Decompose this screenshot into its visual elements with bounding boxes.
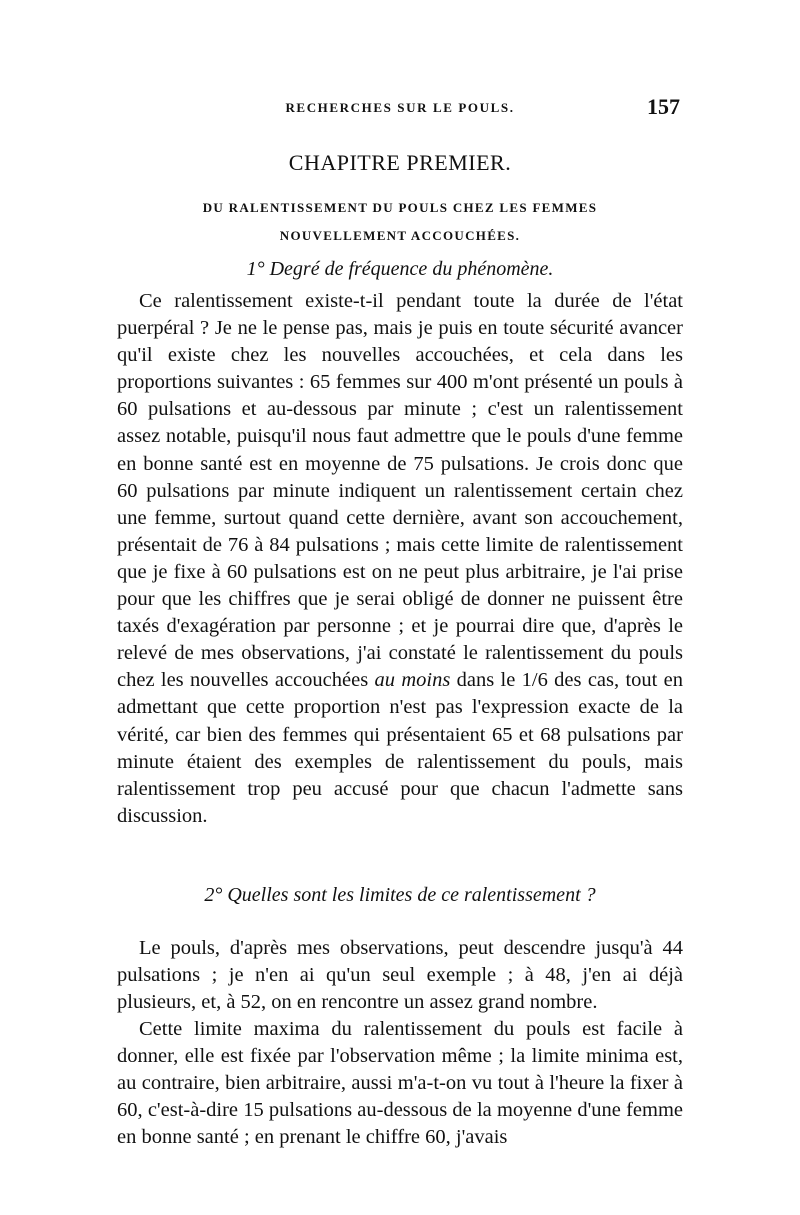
paragraph-1-text-a: Ce ralentissement existe-t-il pendant toute la durée de l'état puerpéral ? Je ne le pense pas, mais je puis en toute sécurité avancer qu'il existe chez les nouvelles accouchées, et cela dans les proportions suivantes : 65 femmes sur 400 m'ont présenté un pouls à 60 pulsations et au-dessous par minute ; c'est un ralentissement assez notable, puisqu'il nous faut admettre que le pouls d'une femme en bonne santé est en moyenne de 75 pulsations. Je crois donc que 60 pulsations par minute indiquent un ralentissement certain chez une femme, surtout quand cette dernière, avant son accouchement, présentait de 76 à 84 pulsations ; mais cette limite de ralentissement que je fixe à 60 pulsations est on ne peut plus arbitraire, je l'ai prise pour que les chiffres que je serai obligé de donner ne puissent être taxés d'exagération par personne ; et je pourrai dire que, d'après le relevé de mes observations, j'ai constaté le ralentissement du pouls chez les nouvelles accouchées xyxy=(117,290,683,692)
running-head xyxy=(0,94,800,126)
section-heading-2: 2° Quelles sont les limites de ce ralentissement ? xyxy=(204,884,596,906)
page-number: 157 xyxy=(647,94,680,119)
paragraph-1-emphasis: au moins xyxy=(374,669,451,692)
chapter-subtitle-line-2: NOUVELLEMENT ACCOUCHÉES. xyxy=(279,228,521,243)
paragraph-3: Cette limite maxima du ralentissement du pouls est facile à donner, elle est fixée par l'observation même ; la limite minima est, au contraire, bien arbitraire, aussi m'a-t-on vu tout à l'heure la fixer à 60, c'est-à-dire 15 pulsations au-dessous de la moyenne d'une femme en bonne santé ; en prenant le chiffre 60, j'avais xyxy=(117,1018,683,1149)
chapter-title: CHAPITRE PREMIER. xyxy=(288,150,512,175)
paragraph-2: Le pouls, d'après mes observations, peut descendre jusqu'à 44 pulsations ; je n'en ai qu'un seul exemple ; à 48, j'en ai déjà plusieurs, et, à 52, on en rencontre un assez grand nombre. xyxy=(117,937,683,1014)
section-heading-1: 1° Degré de fréquence du phénomène. xyxy=(246,258,554,280)
paragraph-1 xyxy=(117,288,683,830)
running-title: RECHERCHES SUR LE POULS. xyxy=(285,100,515,115)
paragraph-1-text-b: dans le 1/6 des cas, tout en admettant que cette proportion n'est pas l'expression exacte de la vérité, car bien des femmes qui présentaient 65 et 68 pulsations par minute étaient des exemples de ralentissement du pouls, mais ralentissement trop peu accusé pour que chacun l'admette sans discussion. xyxy=(117,669,684,827)
chapter-subtitle-line-1: DU RALENTISSEMENT DU POULS CHEZ LES FEMMES xyxy=(202,200,598,215)
